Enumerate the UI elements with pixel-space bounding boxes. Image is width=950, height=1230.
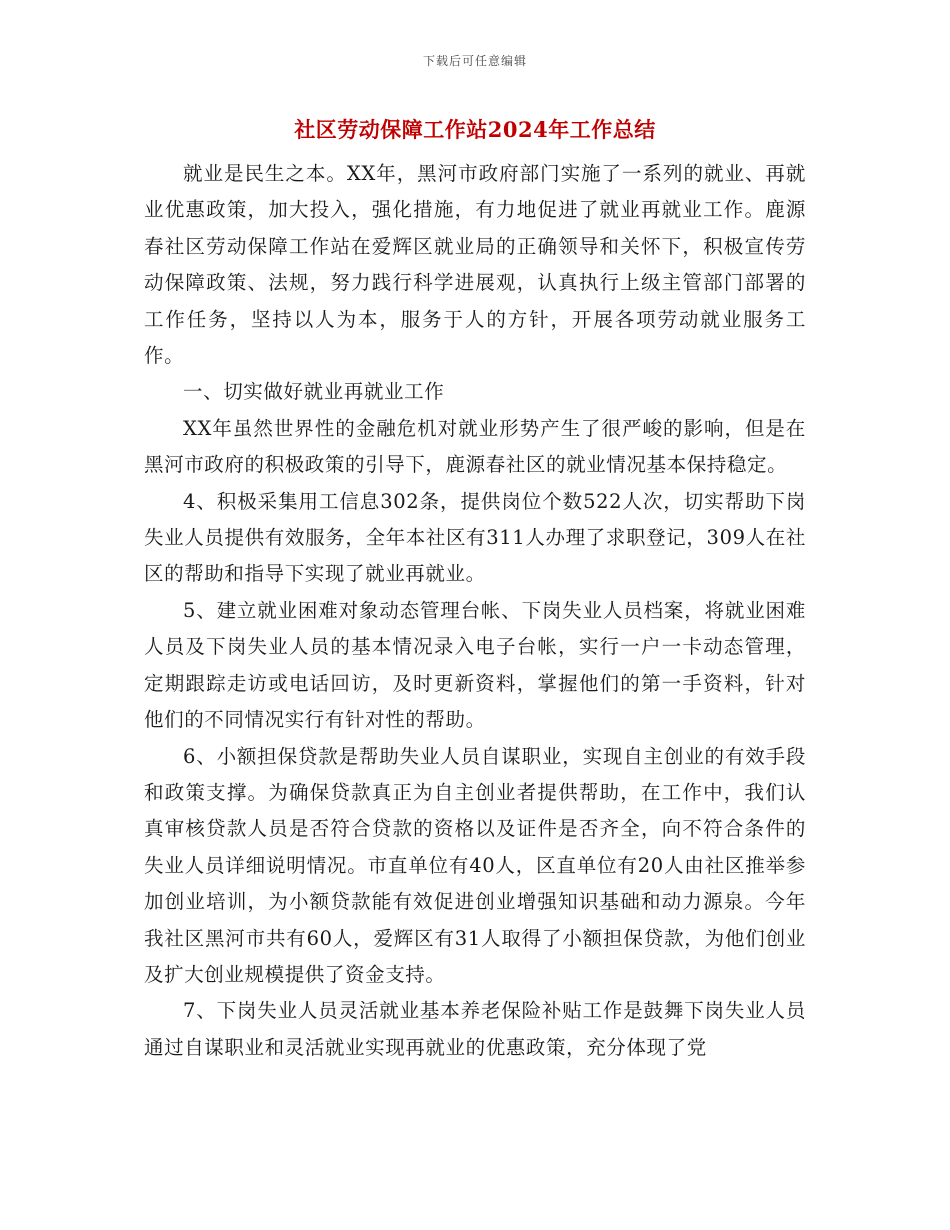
paragraph-item-5: 5、建立就业困难对象动态管理台帐、下岗失业人员档案，将就业困难人员及下岗失业人员的基本情况录入电子台帐，实行一户一卡动态管理，定期跟踪走访或电话回访，及时更新资料，掌握他们的第一手资料，针对他们的不同情况实行有针对性的帮助。 [144, 598, 806, 732]
paragraph-employment-situation: XX年虽然世界性的金融危机对就业形势产生了很严峻的影响，但是在黑河市政府的积极政策的引导下，鹿源春社区的就业情况基本保持稳定。 [144, 416, 806, 477]
paragraph-item-6: 6、小额担保贷款是帮助失业人员自谋职业，实现自主创业的有效手段和政策支撑。为确保贷款真正为自主创业者提供帮助，在工作中，我们认真审核贷款人员是否符合贷款的资格以及证件是否齐全，向不符合条件的失业人员详细说明情况。市直单位有40人，区直单位有20人由社区推举参加创业培训，为小额贷款能有效促进创业增强知识基础和动力源泉。今年我社区黑河市共有60人，爱辉区有31人取得了小额担保贷款，为他们创业及扩大创业规模提供了资金支持。 [144, 744, 806, 986]
header-note: 下载后可任意编辑 [422, 54, 527, 68]
document-body [144, 156, 806, 1066]
paragraph-item-4: 4、积极采集用工信息302条，提供岗位个数522人次，切实帮助下岗失业人员提供有效服务，全年本社区有311人办理了求职登记，309人在社区的帮助和指导下实现了就业再就业。 [144, 489, 806, 586]
document-title: 社区劳动保障工作站2024年工作总结 [294, 117, 656, 142]
paragraph-intro: 就业是民生之本。XX年，黑河市政府部门实施了一系列的就业、再就业优惠政策，加大投入，强化措施，有力地促进了就业再就业工作。鹿源春社区劳动保障工作站在爱辉区就业局的正确领导和关怀下，积极宣传劳动保障政策、法规，努力践行科学进展观，认真执行上级主管部门部署的工作任务，坚持以人为本，服务于人的方针，开展各项劳动就业服务工作。 [144, 162, 806, 368]
paragraph-item-7: 7、下岗失业人员灵活就业基本养老保险补贴工作是鼓舞下岗失业人员通过自谋职业和灵活就业实现再就业的优惠政策，充分体现了党 [144, 999, 806, 1059]
section-heading-1: 一、切实做好就业再就业工作 [183, 380, 445, 404]
